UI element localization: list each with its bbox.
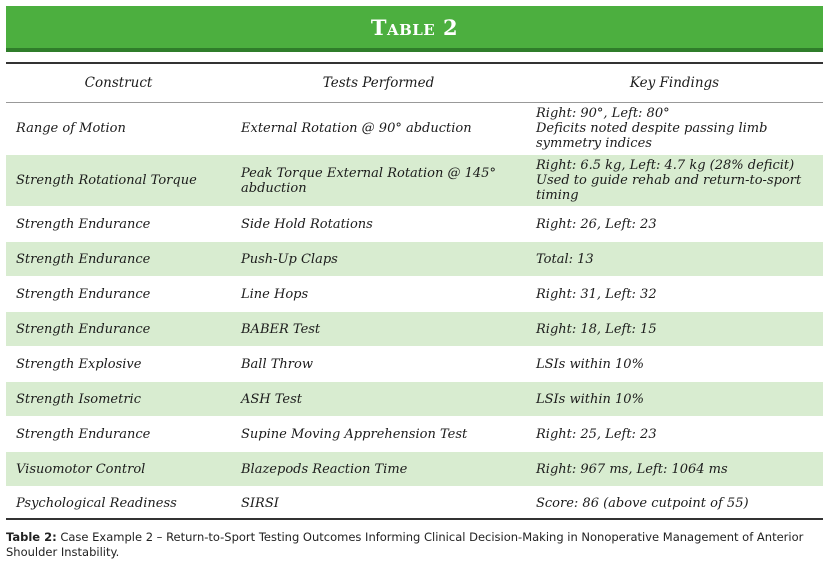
test-cell: ASH Test	[241, 391, 303, 407]
table-body	[6, 103, 823, 521]
findings-cell	[526, 452, 823, 486]
table-caption	[6, 530, 823, 560]
construct-cell: Strength Endurance	[16, 321, 151, 337]
table-row	[6, 207, 823, 242]
test-cell: Supine Moving Apprehension Test	[241, 426, 468, 442]
table-row	[6, 155, 823, 207]
findings-line: LSIs within 10%	[536, 356, 644, 372]
construct-cell: Range of Motion	[16, 121, 126, 136]
findings-cell	[526, 487, 823, 520]
findings-cell	[526, 347, 823, 381]
findings-cell	[526, 103, 823, 154]
findings-line: Total: 13	[536, 251, 594, 267]
test-cell: External Rotation @ 90° abduction	[241, 121, 472, 136]
test-cell: Push-Up Claps	[241, 251, 338, 267]
findings-line: Right: 967 ms, Left: 1064 ms	[536, 461, 728, 477]
findings-cell	[526, 155, 823, 206]
findings-line: Right: 90°, Left: 80°	[536, 106, 670, 121]
test-cell: Peak Torque External Rotation @ 145° abduction	[241, 165, 496, 196]
findings-cell	[526, 382, 823, 416]
findings-line: LSIs within 10%	[536, 391, 644, 407]
findings-cell	[526, 277, 823, 311]
construct-cell: Strength Endurance	[16, 426, 151, 442]
table-bottom-rule	[6, 518, 823, 520]
findings-line: Right: 26, Left: 23	[536, 216, 657, 232]
findings-line: Right: 31, Left: 32	[536, 286, 657, 302]
table-row	[6, 417, 823, 452]
findings-cell	[526, 417, 823, 451]
findings-line: Used to guide rehab and return-to-sport	[536, 173, 802, 188]
findings-line: Right: 18, Left: 15	[536, 321, 657, 337]
caption-text: Case Example 2 – Return-to-Sport Testing Outcomes Informing Clinical Decision-Making in Nonoperative Management of Anterior Shoulder Instability.	[6, 530, 804, 559]
construct-cell: Strength Rotational Torque	[16, 173, 197, 188]
table-row	[6, 382, 823, 417]
test-cell: Side Hold Rotations	[241, 216, 373, 232]
table-row	[6, 277, 823, 312]
construct-cell: Visuomotor Control	[16, 461, 146, 477]
test-cell: Ball Throw	[241, 356, 313, 372]
header-construct: Construct	[84, 74, 153, 91]
findings-line: Right: 25, Left: 23	[536, 426, 657, 442]
findings-cell	[526, 312, 823, 346]
test-cell: BABER Test	[241, 321, 321, 337]
findings-line: Score: 86 (above cutpoint of 55)	[536, 496, 749, 511]
table-title: Table 2	[370, 14, 459, 40]
construct-cell: Strength Explosive	[16, 356, 142, 372]
table-row	[6, 347, 823, 382]
findings-table	[6, 62, 823, 521]
header-tests-performed: Tests Performed	[322, 74, 435, 91]
construct-cell: Strength Endurance	[16, 286, 151, 302]
findings-line: symmetry indices	[536, 136, 652, 151]
table-row	[6, 242, 823, 277]
findings-line: timing	[536, 188, 579, 203]
test-cell: Blazepods Reaction Time	[241, 461, 408, 477]
findings-line: Deficits noted despite passing limb	[536, 121, 768, 136]
table-header-row	[6, 64, 823, 103]
test-cell: Line Hops	[241, 286, 309, 302]
construct-cell: Strength Endurance	[16, 251, 151, 267]
findings-line: Right: 6.5 kg, Left: 4.7 kg (28% deficit)	[536, 158, 795, 173]
construct-cell: Strength Endurance	[16, 216, 151, 232]
table-row	[6, 103, 823, 155]
table-row	[6, 487, 823, 521]
caption-label: Table 2:	[6, 530, 57, 544]
findings-cell	[526, 242, 823, 276]
table-row	[6, 312, 823, 347]
table-row	[6, 452, 823, 487]
table-title-bar	[6, 6, 823, 52]
test-cell: SIRSI	[241, 496, 279, 511]
header-key-findings: Key Findings	[629, 74, 720, 91]
construct-cell: Psychological Readiness	[16, 496, 177, 511]
findings-cell	[526, 207, 823, 241]
construct-cell: Strength Isometric	[16, 391, 141, 407]
